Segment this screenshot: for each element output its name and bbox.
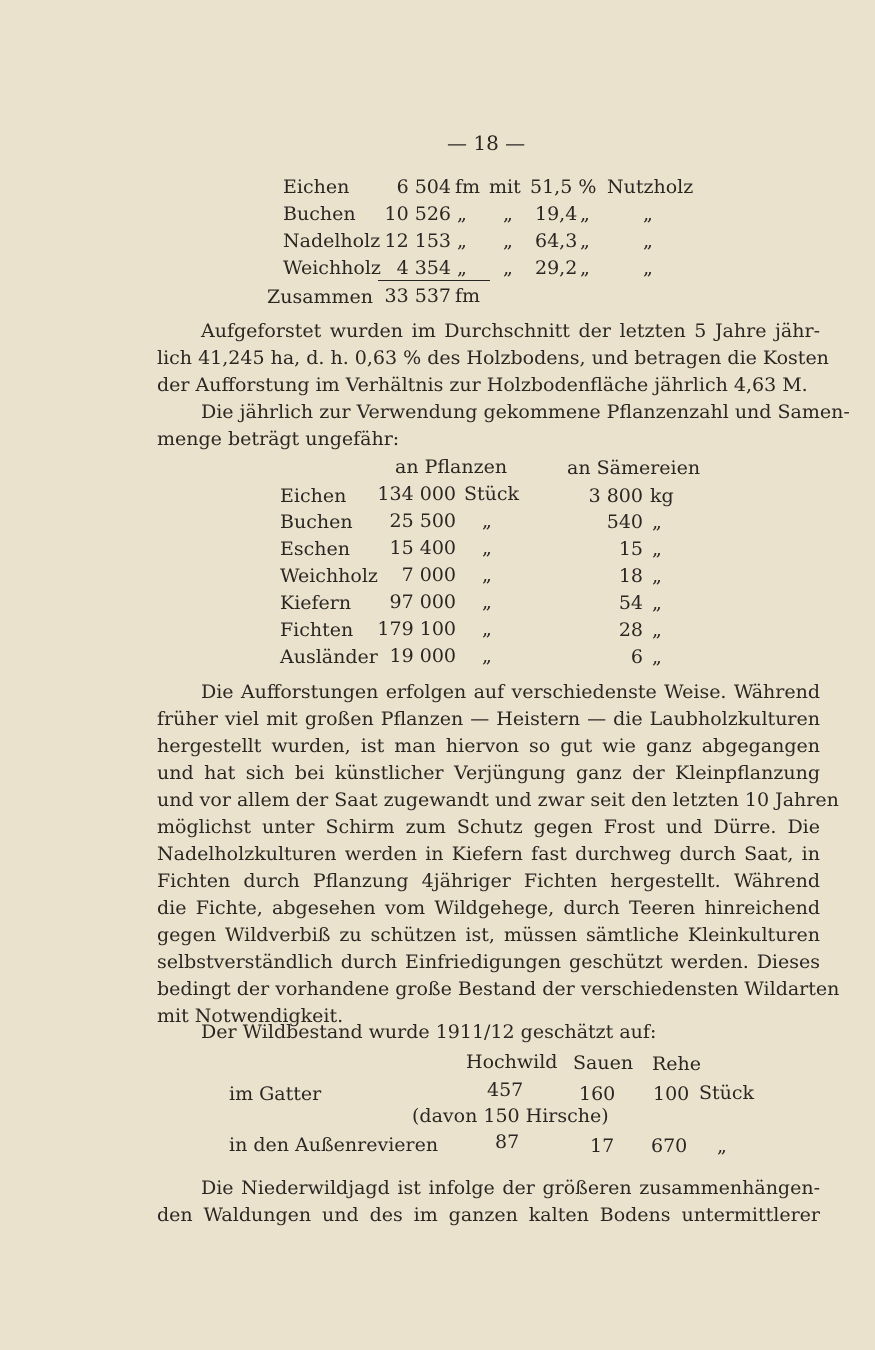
table-row-plants: 134 000 bbox=[377, 483, 456, 505]
table-row-plants: 25 500 bbox=[389, 510, 456, 532]
paragraph-methods bbox=[157, 679, 840, 1030]
table-row-percent: 29,2 bbox=[535, 257, 578, 279]
page-number: — 18 — bbox=[447, 131, 526, 155]
table-row-percent: 51,5 % bbox=[530, 176, 597, 198]
table-row-seeds-unit: kg bbox=[650, 485, 674, 507]
table-row-species: Kiefern bbox=[280, 592, 352, 614]
table-row-seeds-unit: „ bbox=[652, 511, 662, 533]
text-line: Die Niederwildjagd ist infolge der größeren zusammenhängen- bbox=[201, 1177, 820, 1199]
table-row-seeds-unit: „ bbox=[652, 592, 662, 614]
table-row-plants: 179 100 bbox=[377, 618, 456, 640]
text-line: selbstverständlich durch Einfriedigungen geschützt werden. Dieses bbox=[157, 951, 820, 973]
table-row-seeds-unit: „ bbox=[652, 538, 662, 560]
text-line: mit Notwendigkeit. bbox=[157, 1005, 344, 1027]
table-row-seeds-unit: „ bbox=[652, 565, 662, 587]
table-row-plants: 7 000 bbox=[401, 564, 456, 586]
table-row-label: „ bbox=[643, 257, 653, 279]
table-row-species: Nadelholz bbox=[283, 230, 381, 252]
header-hochwild: Hochwild bbox=[466, 1051, 558, 1073]
text-line: der Aufforstung im Verhältnis zur Holzbodenfläche jährlich 4,63 M. bbox=[157, 374, 808, 396]
table-row-species: Weichholz bbox=[283, 257, 381, 279]
table-row-species: Weichholz bbox=[280, 565, 378, 587]
table-row-species: Fichten bbox=[280, 619, 354, 641]
table-row-plants: 97 000 bbox=[389, 591, 456, 613]
table-row-seeds: 54 bbox=[618, 592, 643, 614]
table-row-plants-unit: „ bbox=[482, 510, 492, 532]
table-row-ditto: „ bbox=[580, 203, 590, 225]
table-row-species: Eschen bbox=[280, 538, 350, 560]
table-row-unit: „ bbox=[457, 203, 467, 225]
table-row-plants-unit: Stück bbox=[464, 483, 520, 505]
text-line: möglichst unter Schirm zum Schutz gegen Frost und Dürre. Die bbox=[157, 816, 820, 838]
value-sauen: 160 bbox=[579, 1083, 616, 1105]
row-label-aussenreviere: in den Außenrevieren bbox=[229, 1134, 439, 1156]
text-line: Aufgeforstet wurden im Durchschnitt der letzten 5 Jahre jähr- bbox=[201, 320, 820, 342]
table-row-plants-unit: „ bbox=[482, 564, 492, 586]
text-line: die Fichte, abgesehen vom Wildgehege, durch Teeren hinreichend bbox=[157, 897, 820, 919]
table-row-seeds: 6 bbox=[630, 646, 643, 668]
table-row-ditto: „ bbox=[580, 230, 590, 252]
text-line: hergestellt wurden, ist man hiervon so gut wie ganz abgegangen bbox=[157, 735, 820, 757]
table-row-amount: 6 504 bbox=[396, 176, 451, 198]
table-row-unit: fm bbox=[455, 176, 481, 198]
table-row-species: Eichen bbox=[283, 176, 350, 198]
table-row-percent: 64,3 bbox=[535, 230, 578, 252]
paragraph-small-game bbox=[157, 1175, 820, 1229]
text-line: Die jährlich zur Verwendung gekommene Pflanzenzahl und Samen- bbox=[201, 401, 850, 423]
table-row-percent: 19,4 bbox=[535, 203, 578, 225]
table-row-species: Buchen bbox=[283, 203, 356, 225]
paragraph-afforestation bbox=[157, 318, 829, 399]
note-hirsche: (davon 150 Hirsche) bbox=[412, 1105, 609, 1127]
text-line: menge beträgt ungefähr: bbox=[157, 428, 400, 450]
text-line: Nadelholzkulturen werden in Kiefern fast durchweg durch Saat, in bbox=[157, 843, 820, 865]
text-line: gegen Wildverbiß zu schützen ist, müssen sämtliche Kleinkulturen bbox=[157, 924, 820, 946]
table-row-plants-unit: „ bbox=[482, 537, 492, 559]
header-plants: an Pflanzen bbox=[395, 456, 508, 478]
table-row-amount: 12 153 bbox=[384, 230, 451, 252]
text-line: früher viel mit großen Pflanzen — Heistern — die Laubholzkulturen bbox=[157, 708, 820, 730]
table-row-plants: 19 000 bbox=[389, 645, 456, 667]
table-row-seeds: 3 800 bbox=[588, 485, 643, 507]
value-sauen: 17 bbox=[590, 1135, 615, 1157]
table-row-seeds: 540 bbox=[606, 511, 643, 533]
table-row-unit: „ bbox=[457, 230, 467, 252]
table-row-ditto: „ bbox=[580, 257, 590, 279]
table-row-seeds-unit: „ bbox=[652, 619, 662, 641]
table-row-amount: 4 354 bbox=[396, 257, 451, 279]
table-row-seeds: 18 bbox=[618, 565, 643, 587]
value-unit: „ bbox=[717, 1135, 727, 1157]
table-row-plants: 15 400 bbox=[389, 537, 456, 559]
table-row-mit: „ bbox=[503, 203, 513, 225]
row-label-gatter: im Gatter bbox=[229, 1083, 322, 1105]
table-row-amount: 10 526 bbox=[384, 203, 451, 225]
table-row-plants-unit: „ bbox=[482, 618, 492, 640]
value-hochwild: 87 bbox=[495, 1131, 520, 1153]
text-line: lich 41,245 ha, d. h. 0,63 % des Holzbodens, und betragen die Kosten bbox=[157, 347, 829, 369]
table-row-seeds-unit: „ bbox=[652, 646, 662, 668]
sum-rule bbox=[378, 280, 490, 281]
value-rehe: 670 bbox=[651, 1135, 688, 1157]
table-row-seeds: 15 bbox=[618, 538, 643, 560]
paragraph-game-intro: Der Wildbestand wurde 1911/12 geschätzt auf: bbox=[201, 1021, 657, 1043]
text-line: Fichten durch Pflanzung 4jähriger Fichten hergestellt. Während bbox=[157, 870, 820, 892]
table-row-seeds: 28 bbox=[618, 619, 643, 641]
header-sauen: Sauen bbox=[573, 1052, 634, 1074]
table-row-label: „ bbox=[643, 203, 653, 225]
value-unit: Stück bbox=[699, 1082, 755, 1104]
table-row-mit: mit bbox=[489, 176, 521, 198]
table-row-label: Nutzholz bbox=[607, 176, 694, 198]
header-seeds: an Sämereien bbox=[567, 457, 701, 479]
table-row-plants-unit: „ bbox=[482, 645, 492, 667]
table-row-mit: „ bbox=[503, 257, 513, 279]
paragraph-plants-intro bbox=[157, 399, 850, 453]
header-rehe: Rehe bbox=[652, 1053, 702, 1075]
total-amount: 33 537 bbox=[384, 285, 451, 307]
value-rehe: 100 bbox=[653, 1083, 690, 1105]
table-row-label: „ bbox=[643, 230, 653, 252]
text-line: und hat sich bei künstlicher Verjüngung ganz der Kleinpflanzung bbox=[157, 762, 820, 784]
total-unit: fm bbox=[455, 285, 481, 307]
table-row-mit: „ bbox=[503, 230, 513, 252]
table-row-species: Ausländer bbox=[280, 646, 378, 668]
text-line: bedingt der vorhandene große Bestand der verschiedensten Wildarten bbox=[157, 978, 840, 1000]
text-line: und vor allem der Saat zugewandt und zwar seit den letzten 10 Jahren bbox=[157, 789, 839, 811]
value-hochwild: 457 bbox=[487, 1079, 524, 1101]
text-line: Die Aufforstungen erfolgen auf verschiedenste Weise. Während bbox=[201, 681, 820, 703]
table-row-species: Buchen bbox=[280, 511, 353, 533]
total-label: Zusammen bbox=[267, 286, 374, 308]
text-line: den Waldungen und des im ganzen kalten Bodens untermittlerer bbox=[157, 1204, 820, 1226]
table-row-plants-unit: „ bbox=[482, 591, 492, 613]
table-row-species: Eichen bbox=[280, 485, 347, 507]
table-row-unit: „ bbox=[457, 257, 467, 279]
